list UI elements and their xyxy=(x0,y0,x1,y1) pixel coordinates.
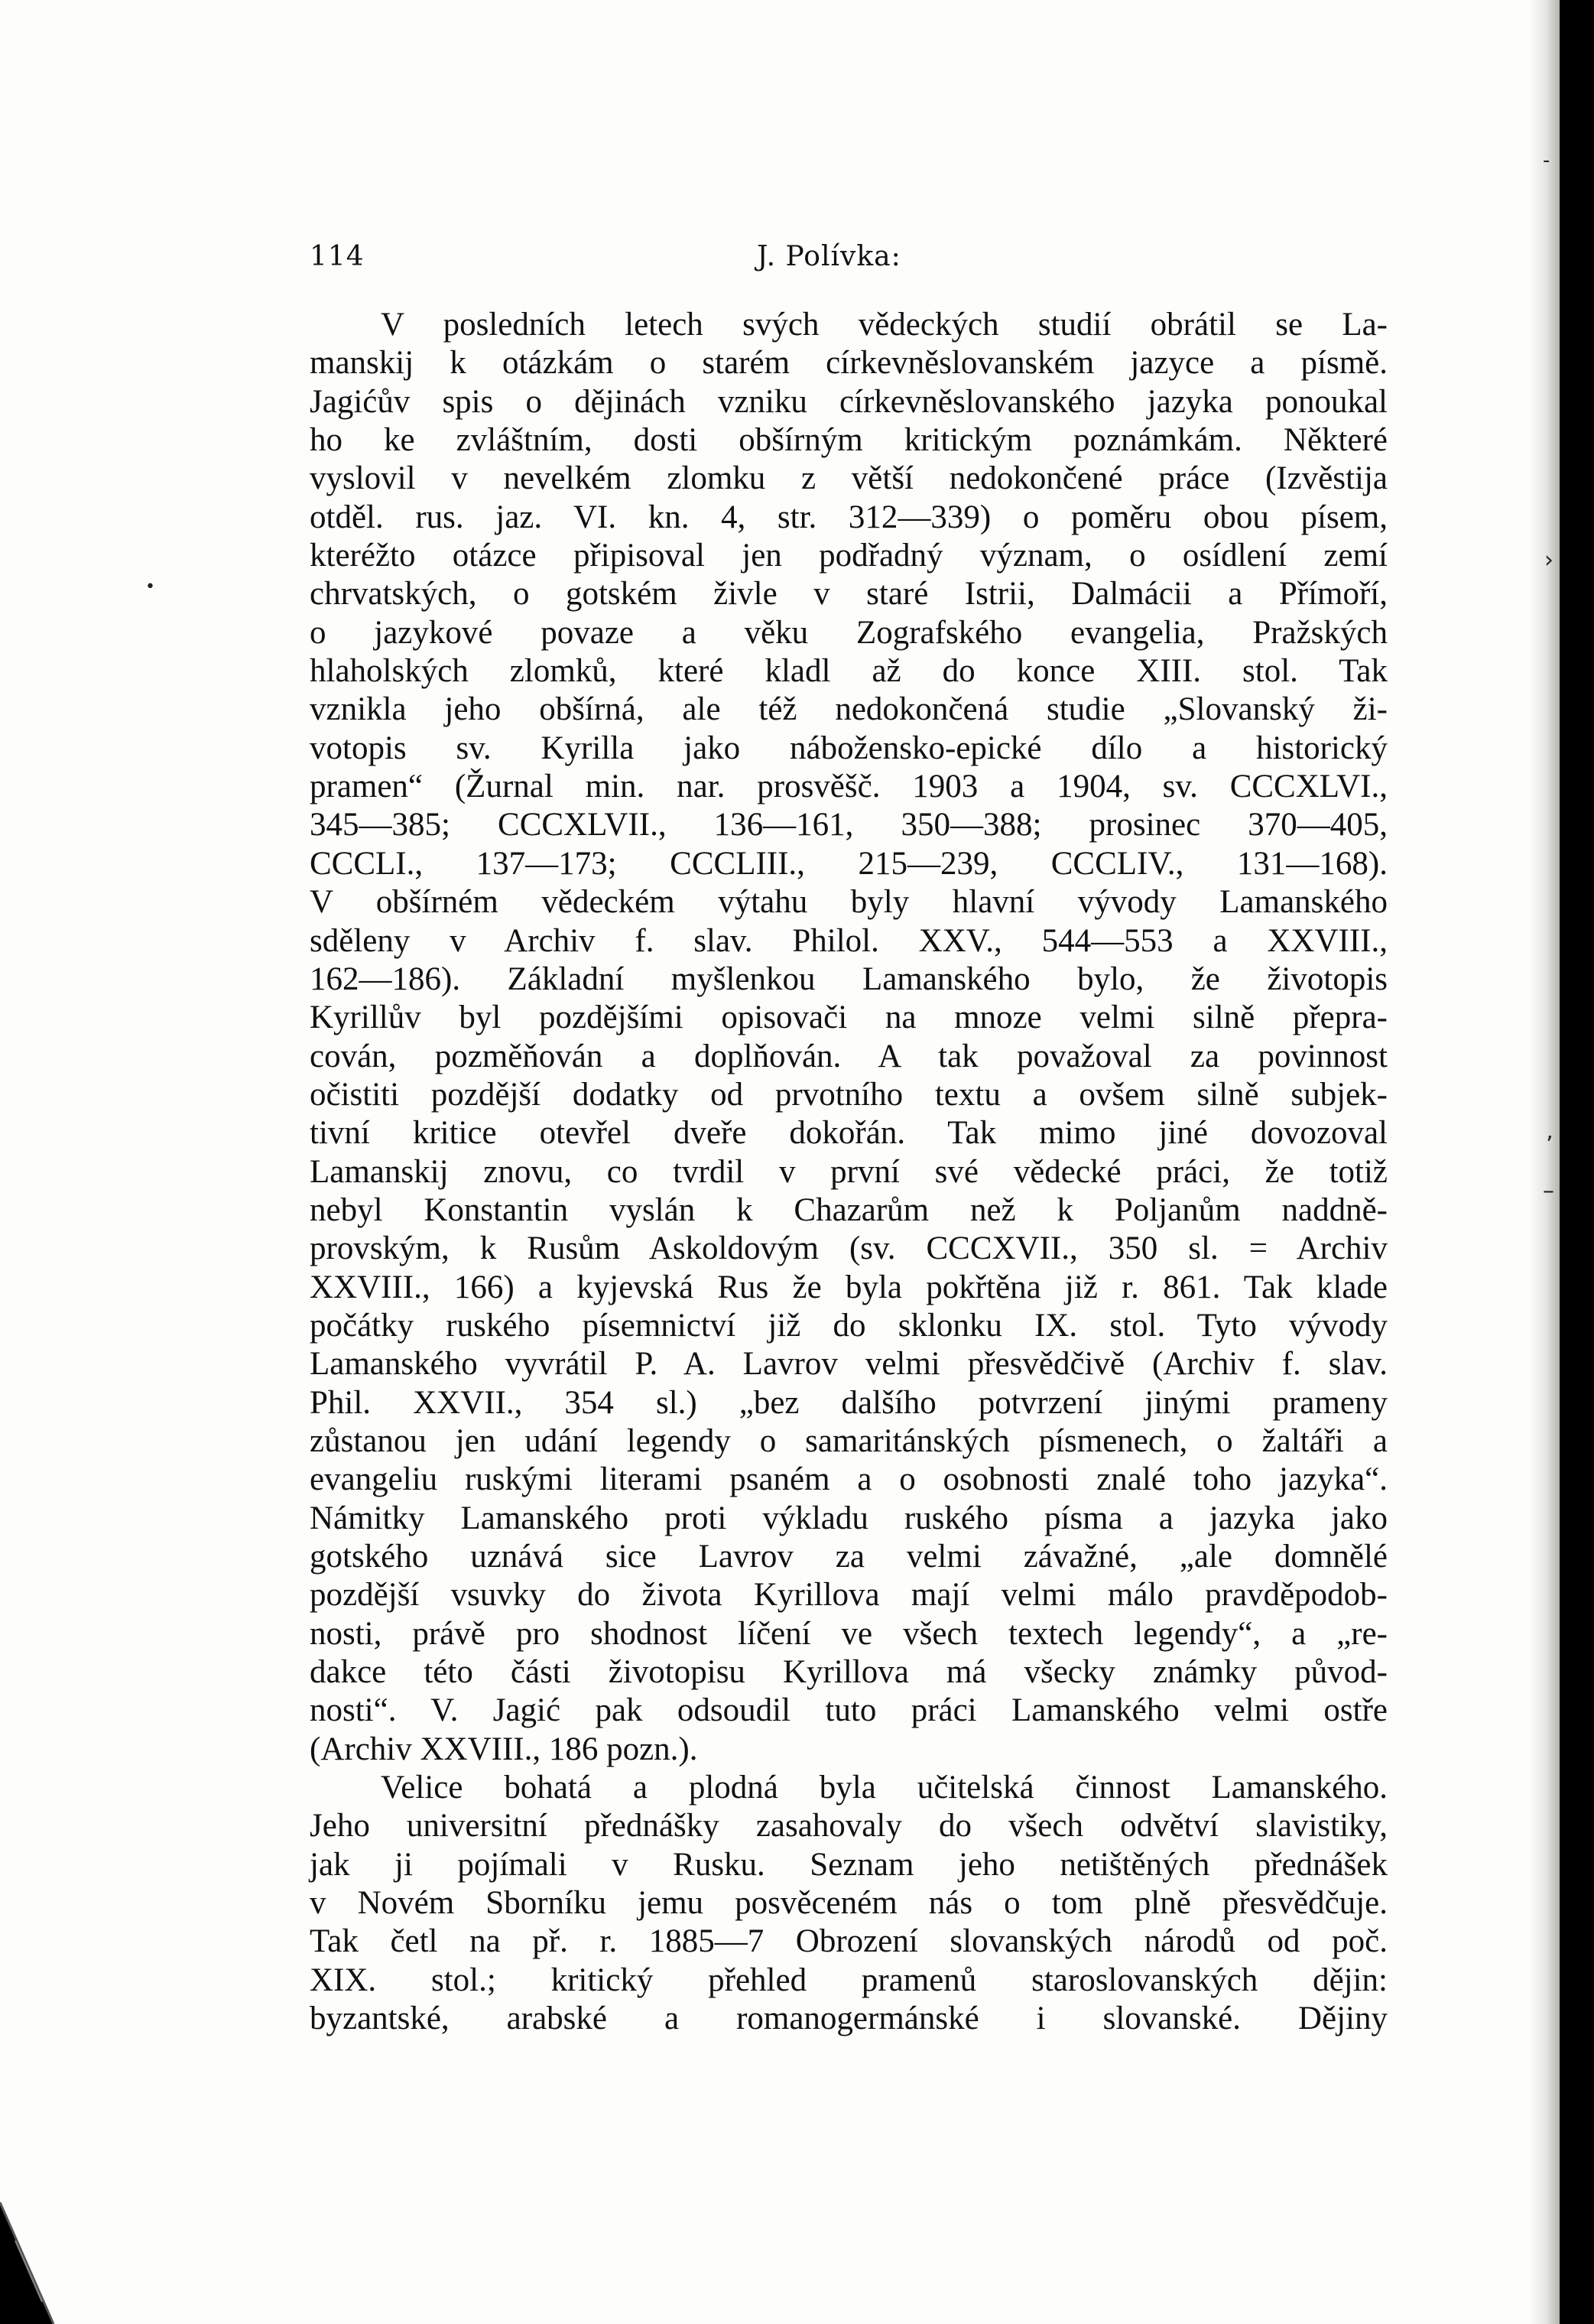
text-line: nosti, právě pro shodnost líčení ve všech textech legendy“, a „re- xyxy=(310,1615,1388,1652)
text-line: gotského uznává sice Lavrov za velmi závažné, „ale domnělé xyxy=(310,1539,1388,1575)
text-line: Phil. XXVII., 354 sl.) „bez dalšího potvrzení jinými prameny xyxy=(310,1384,1388,1421)
margin-dot-mark: • xyxy=(145,577,155,596)
page-number: 114 xyxy=(310,241,365,272)
text-line: byzantské, arabské a romanogermánské i slovanské. Dějiny xyxy=(310,2001,1388,2037)
text-line: vznikla jeho obšírná, ale též nedokončená studie „Slovanský ži- xyxy=(310,691,1388,728)
text-line: Kyrillův byl pozdějšími opisovači na mnoze velmi silně přepra- xyxy=(310,999,1388,1036)
text-line: 162—186). Základní myšlenkou Lamanského bylo, že životopis xyxy=(310,960,1388,997)
text-line: o jazykové povaze a věku Zografského evangelia, Pražských xyxy=(310,614,1388,651)
text-line: vyslovil v nevelkém zlomku z větší nedokončené práce (Izvěstija xyxy=(310,460,1388,497)
text-line: Tak četl na př. r. 1885—7 Obrození slovanských národů od poč. xyxy=(310,1923,1388,1960)
text-line: chrvatských, o gotském živle v staré Istrii, Dalmácii a Přímoří, xyxy=(310,576,1388,613)
text-line: 345—385; CCCXLVII., 136—161, 350—388; prosinec 370—405, xyxy=(310,807,1388,843)
page-edge-shadow xyxy=(1529,0,1560,2324)
text-line: evangeliu ruskými literami psaném a o osobnosti znalé toho jazyka“. xyxy=(310,1461,1388,1498)
margin-dash-mark: – xyxy=(1543,1178,1554,1204)
text-line: nebyl Konstantin vyslán k Chazarům než k Poljanům naddně- xyxy=(310,1191,1388,1228)
text-line: v Novém Sborníku jemu posvěceném nás o tom plně přesvědčuje. xyxy=(310,1885,1388,1922)
text-line: XIX. stol.; kritický přehled pramenů staroslovanských dějin: xyxy=(310,1962,1388,1998)
text-line: Velice bohatá a plodná byla učitelská činnost Lamanského. xyxy=(381,1770,1388,1806)
text-line: Námitky Lamanského proti výkladu ruského písma a jazyka jako xyxy=(310,1500,1388,1536)
text-line: dakce této části životopisu Kyrillova má všecky známky původ- xyxy=(310,1654,1388,1691)
text-line: cován, pozměňován a doplňován. A tak považoval za povinnost xyxy=(310,1038,1388,1074)
text-line: ho ke zvláštním, dosti obšírným kritickým poznámkám. Některé xyxy=(310,422,1388,459)
text-line: Lamanského vyvrátil P. A. Lavrov velmi přesvědčivě (Archiv f. slav. xyxy=(310,1346,1388,1383)
text-line: pramen“ (Žurnal min. nar. prosvěšč. 1903 a 1904, sv. CCCXLVI., xyxy=(310,769,1388,805)
margin-arrow-mark: › xyxy=(1544,547,1553,574)
text-line: V obšírném vědeckém výtahu byly hlavní vývody Lamanského xyxy=(310,884,1388,921)
page-header xyxy=(0,241,1529,287)
text-line: nosti“. V. Jagić pak odsoudil tuto práci Lamanského velmi ostře xyxy=(310,1692,1388,1729)
text-line: pozdější vsuvky do života Kyrillova mají velmi málo pravděpodob- xyxy=(310,1577,1388,1614)
text-line: votopis sv. Kyrilla jako nábožensko-epické dílo a historický xyxy=(310,730,1388,766)
text-line: Lamanskij znovu, co tvrdil v první své vědecké práci, že totiž xyxy=(310,1153,1388,1190)
text-line: Jagićův spis o dějinách vzniku církevněslovanského jazyka ponoukal xyxy=(310,383,1388,420)
text-line: XXVIII., 166) a kyjevská Rus že byla pokřtěna již r. 861. Tak klade xyxy=(310,1269,1388,1305)
text-line: CCCLI., 137—173; CCCLIII., 215—239, CCCLIV., 131—168). xyxy=(310,845,1388,882)
text-line: V posledních letech svých vědeckých studií obrátil se La- xyxy=(381,307,1388,343)
text-line: tivní kritice otevřel dveře dokořán. Tak mimo jiné dovozoval xyxy=(310,1115,1388,1152)
text-line: otděl. rus. jaz. VI. kn. 4, str. 312—339) o poměru obou písem, xyxy=(310,499,1388,535)
text-line: provským, k Rusům Askoldovým (sv. CCCXVII., 350 sl. = Archiv xyxy=(310,1230,1388,1267)
text-line: manskij k otázkám o starém církevněslovanském jazyce a písmě. xyxy=(310,345,1388,382)
margin-dash-mark: - xyxy=(1543,149,1550,172)
margin-tick-mark: ʼ xyxy=(1546,1132,1553,1159)
running-head: J. Polívka: xyxy=(757,241,901,272)
text-line: (Archiv XXVIII., 186 pozn.). xyxy=(310,1731,698,1767)
text-line: počátky ruského písemnictví již do sklonku IX. stol. Tyto vývody xyxy=(310,1307,1388,1344)
text-line: sděleny v Archiv f. slav. Philol. XXV., 544—553 a XXVIII., xyxy=(310,922,1388,959)
text-line: hlaholských zlomků, které kladl až do konce XIII. stol. Tak xyxy=(310,653,1388,690)
folded-corner xyxy=(0,2187,138,2324)
text-line: Jeho universitní přednášky zasahovaly do všech odvětví slavistiky, xyxy=(310,1808,1388,1845)
body-text xyxy=(310,306,1388,2038)
text-line: jak ji pojímali v Rusku. Seznam jeho netištěných přednášek xyxy=(310,1846,1388,1883)
text-line: očistiti pozdější dodatky od prvotního textu a ovšem silně subjek- xyxy=(310,1076,1388,1113)
text-line: zůstanou jen udání legendy o samaritánských písmenech, o žaltáři a xyxy=(310,1422,1388,1459)
text-line: kteréžto otázce připisoval jen podřadný význam, o osídlení zemí xyxy=(310,538,1388,574)
